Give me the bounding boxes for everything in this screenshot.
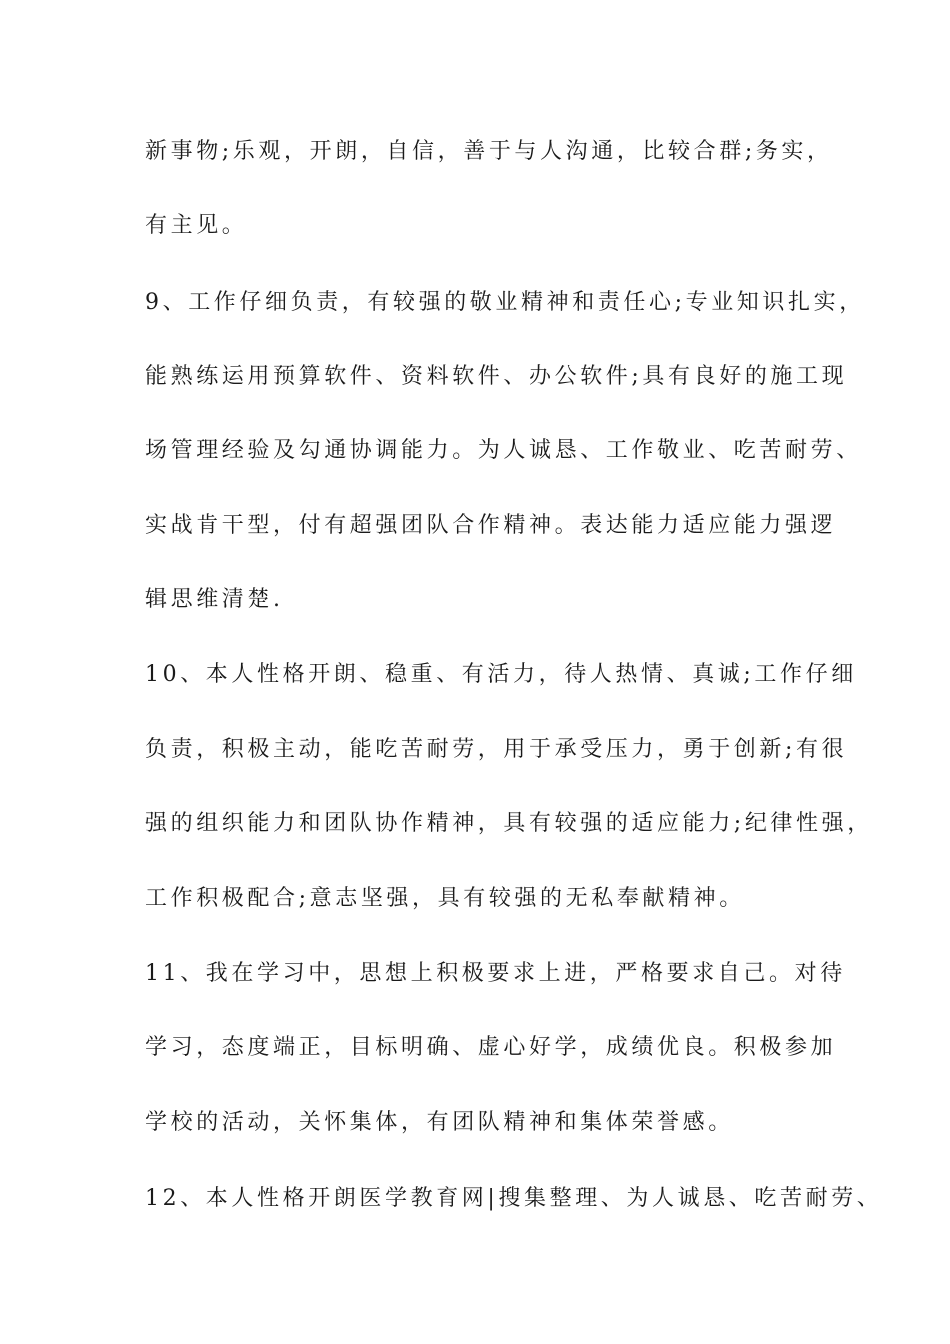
text-line: 有主见。: [145, 213, 248, 238]
text-line: 新事物;乐观，开朗，自信，善于与人沟通，比较合群;务实，: [145, 139, 833, 164]
text-line: 10、本人性格开朗、稳重、有活力，待人热情、真诚;工作仔细: [145, 662, 857, 687]
text-line: 9、工作仔细负责，有较强的敬业精神和责任心;专业知识扎实，: [145, 290, 865, 315]
text-line: 学习，态度端正，目标明确、虚心好学，成绩优良。积极参加: [145, 1035, 837, 1060]
text-line: 辑思维清楚.: [145, 587, 284, 612]
text-line: 学校的活动，关怀集体，有团队精神和集体荣誉感。: [145, 1110, 734, 1135]
text-line: 强的组织能力和团队协作精神，具有较强的适应能力;纪律性强，: [145, 811, 873, 836]
text-line: 实战肯干型，付有超强团队合作精神。表达能力适应能力强逻: [145, 513, 837, 538]
text-line: 12、本人性格开朗医学教育网|搜集整理、为人诚恳、吃苦耐劳、: [145, 1186, 883, 1211]
text-line: 工作积极配合;意志坚强，具有较强的无私奉献精神。: [145, 886, 745, 911]
text-line: 负责，积极主动，能吃苦耐劳，用于承受压力，勇于创新;有很: [145, 737, 848, 762]
text-line: 能熟练运用预算软件、资料软件、办公软件;具有良好的施工现: [145, 364, 848, 389]
text-line: 11、我在学习中，思想上积极要求上进，严格要求自己。对待: [145, 961, 846, 986]
text-line: 场管理经验及勾通协调能力。为人诚恳、工作敬业、吃苦耐劳、: [145, 438, 862, 463]
